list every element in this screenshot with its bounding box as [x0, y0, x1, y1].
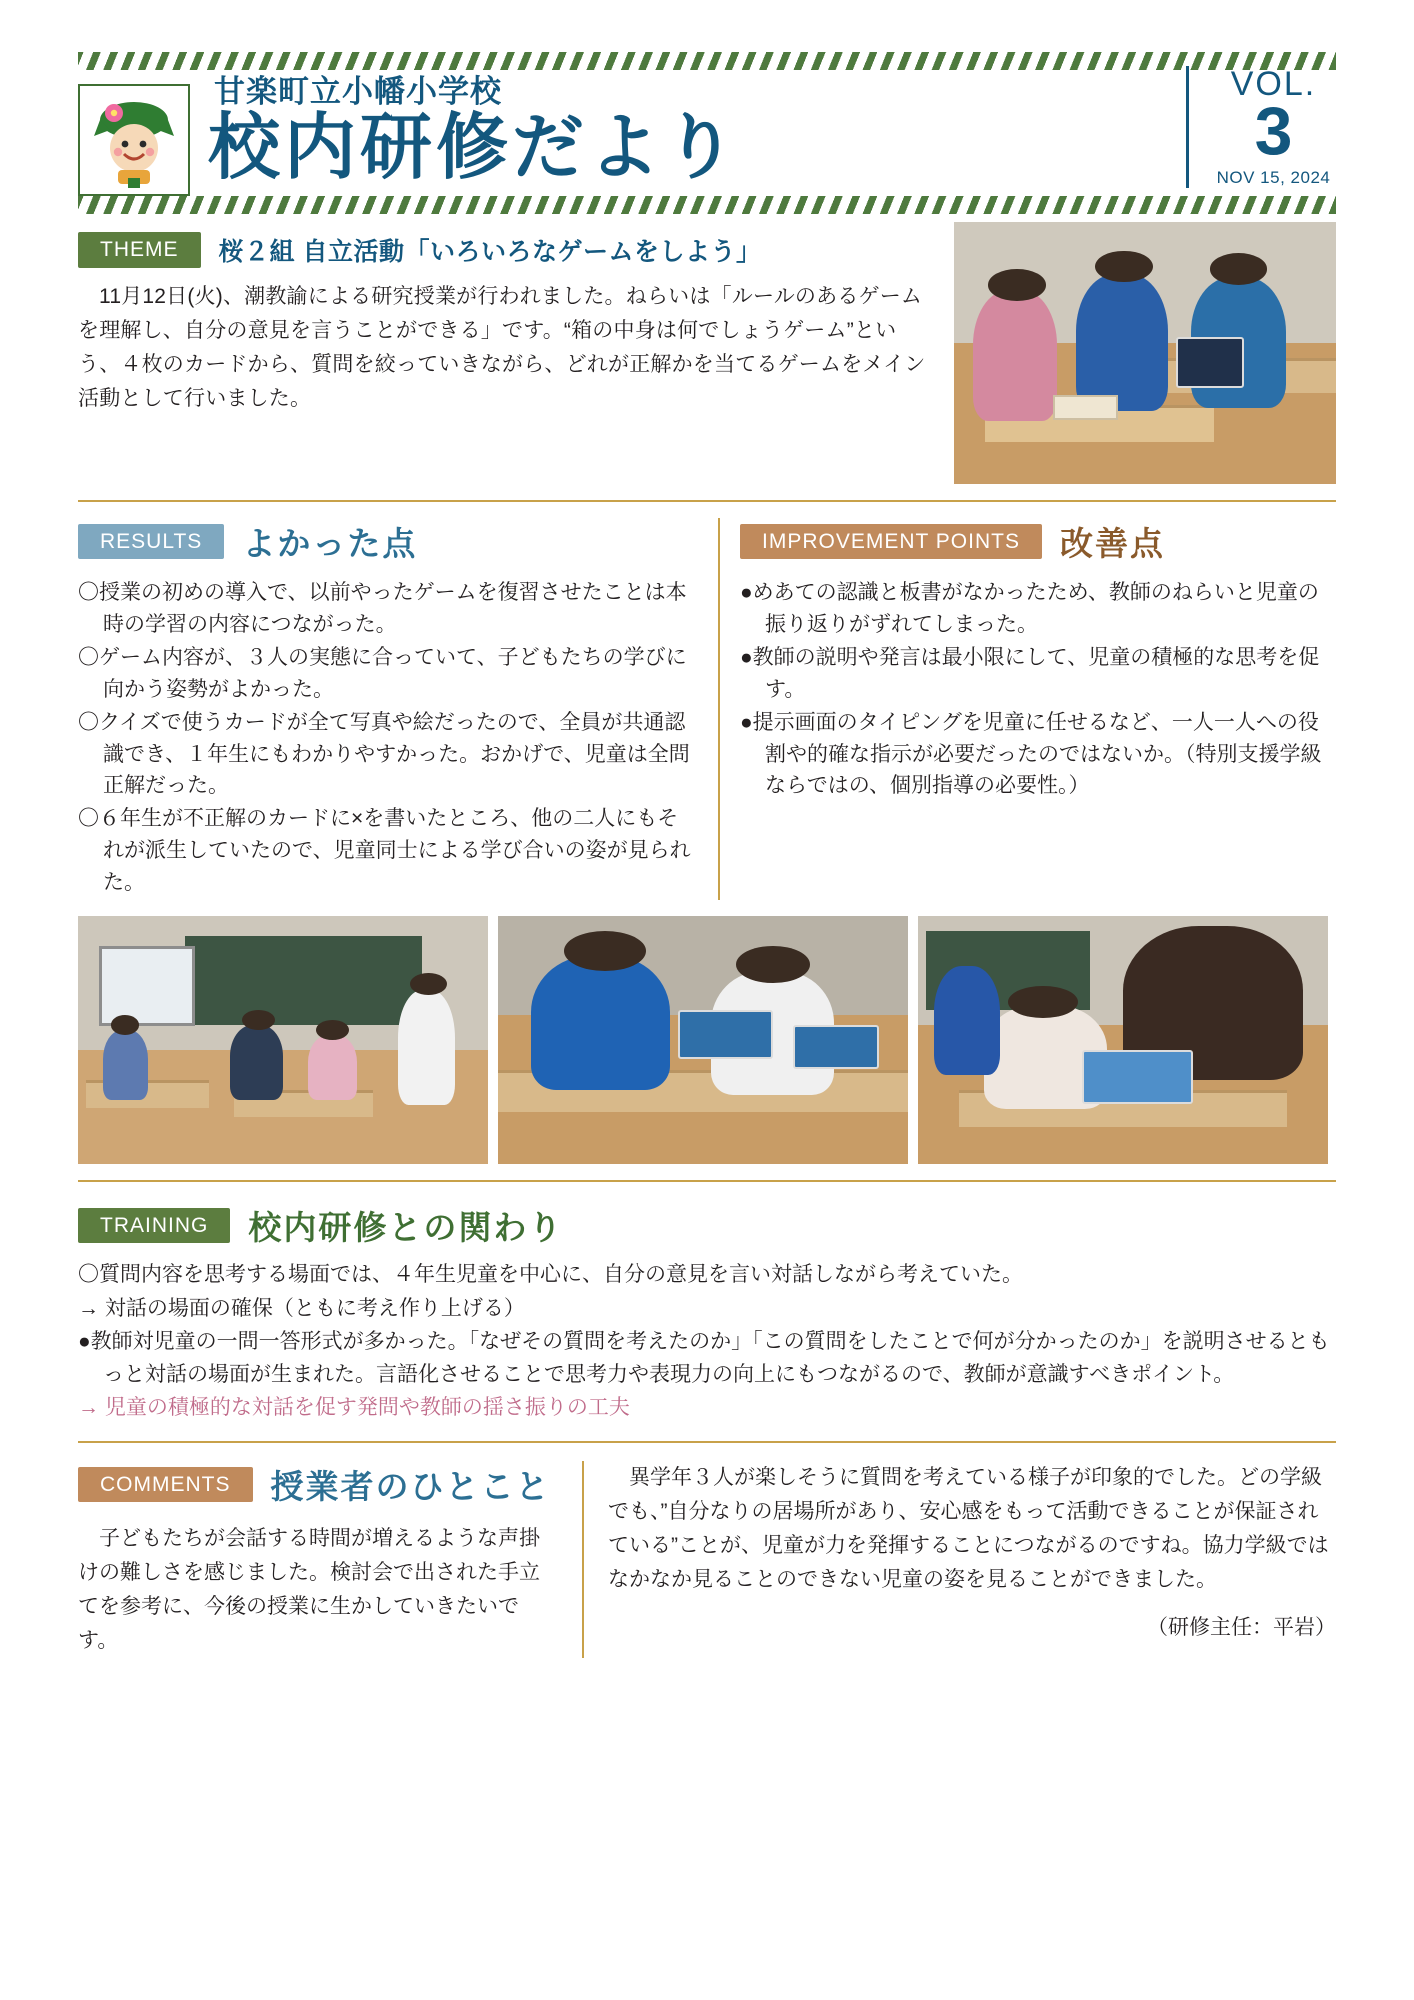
- vol-label: VOL.: [1230, 65, 1317, 104]
- list-item: 〇６年生が不正解のカードに×を書いたところ、他の二人にもそれが派生していたので、児童同士による学び合いの姿が見られた。: [78, 807, 691, 895]
- vol-number: 3: [1254, 93, 1293, 170]
- results-improvement-section: [78, 518, 1336, 900]
- comments-left-column: [78, 1461, 558, 1658]
- gallery-photo-1-art: [78, 916, 488, 1164]
- school-mascot-logo: [78, 84, 190, 196]
- comments-signature: （研修主任：平岩）: [1147, 1615, 1336, 1639]
- comments-section: [78, 1461, 1336, 1658]
- header-main: [78, 65, 1336, 196]
- list-item: ●教師の説明や発言は最小限にして、児童の積極的な思考を促す。: [740, 645, 1320, 701]
- gallery-photo-2-art: [498, 916, 908, 1164]
- title-wrap: [208, 75, 1178, 188]
- comments-chip: COMMENTS: [78, 1467, 253, 1502]
- theme-photo-art: [954, 222, 1336, 484]
- comments-heading: [78, 1461, 558, 1508]
- improvement-list: [740, 577, 1336, 802]
- gallery-photo-2: [498, 916, 908, 1164]
- comments-divider: [582, 1461, 584, 1658]
- theme-chip: THEME: [78, 232, 201, 267]
- list-item: ●教師対児童の一問一答形式が多かった。「なぜその質問を考えたのか」「この質問をしたことで何が分かったのか」を説明させるともっと対話の場面が生まれた。言語化させることで思考力や表現力の向上にもつながるので、教師が意識すべきポイント。: [78, 1330, 1330, 1386]
- divider-2: [78, 1180, 1336, 1182]
- improvement-heading: [740, 518, 1336, 565]
- comments-chief-text: 異学年３人が楽しそうに質問を考えている様子が印象的でした。どの学級でも、”自分なりの居場所があり、安心感をもって活動できることが保証されている”ことが、児童が力を発揮することにつながるのですね。協力学級ではなかなか見ることのできない児童の姿を見ることができました。: [608, 1465, 1329, 1591]
- theme-photo: [954, 222, 1336, 484]
- theme-text-column: [78, 232, 938, 484]
- results-list: [78, 577, 698, 899]
- stripe-bottom: [78, 196, 1336, 214]
- gallery-photo-3-art: [918, 916, 1328, 1164]
- results-heading: [78, 518, 698, 565]
- list-item: 〇ゲーム内容が、３人の実態に合っていて、子どもたちの学びに向かう姿勢がよかった。: [78, 645, 687, 701]
- volume-block: [1186, 66, 1336, 188]
- divider-1: [78, 500, 1336, 502]
- results-chip: RESULTS: [78, 524, 224, 559]
- divider-3: [78, 1441, 1336, 1443]
- results-title: よかった点: [242, 525, 418, 562]
- comments-teacher-text: 子どもたちが会話する時間が増えるような声掛けの難しさを感じました。検討会で出された手立てを参考に、今後の授業に生かしていきたいです。: [78, 1526, 540, 1652]
- column-divider: [718, 518, 720, 900]
- school-name: 甘楽町立小幡小学校: [214, 74, 502, 110]
- gallery-photo-3: [918, 916, 1328, 1164]
- list-item: 〇クイズで使うカードが全て写真や絵だったので、全員が共通認識でき、１年生にもわかりやすかった。おかげで、児童は全問正解だった。: [78, 710, 690, 798]
- list-item: ●めあての認識と板書がなかったため、教師のねらいと児童の振り返りがずれてしまった。: [740, 581, 1319, 636]
- training-section: [78, 1202, 1336, 1425]
- photo-gallery: [78, 916, 1336, 1164]
- improvement-chip: IMPROVEMENT POINTS: [740, 524, 1042, 559]
- issue-date: NOV 15, 2024: [1216, 168, 1331, 187]
- list-item-arrow: → 対話の場面の確保（ともに考え作り上げる）: [78, 1296, 525, 1320]
- comments-title: 授業者のひとこと: [270, 1467, 551, 1505]
- results-column: [78, 518, 698, 900]
- list-item: 〇授業の初めの導入で、以前やったゲームを復習させたことは本時の学習の内容につながった。: [78, 581, 687, 636]
- list-item-arrow-highlight: → 児童の積極的な対話を促す発問や教師の揺さ振りの工夫: [78, 1396, 630, 1420]
- improvement-column: [740, 518, 1336, 900]
- training-heading: [78, 1202, 1336, 1249]
- list-item: ●提示画面のタイピングを児童に任せるなど、一人一人への役割や的確な指示が必要だったのではないか。（特別支援学級ならではの、個別指導の必要性。）: [740, 710, 1322, 798]
- training-title: 校内研修との関わり: [248, 1209, 564, 1247]
- page-title: 校内研修だより: [208, 108, 741, 189]
- header: [78, 0, 1336, 214]
- training-list: [78, 1259, 1336, 1425]
- theme-body: 11月12日(火)、潮教諭による研究授業が行われました。ねらいは「ルールのあるゲームを理解し、自分の意見を言うことができる」です。“箱の中身は何でしょうゲーム”という、４枚のカードから、質問を絞っていきながら、どれが正解かを当てるゲームをメイン活動として行いました。: [78, 285, 926, 411]
- theme-section: [78, 232, 1336, 484]
- improvement-title: 改善点: [1059, 525, 1165, 562]
- training-chip: TRAINING: [78, 1208, 230, 1243]
- theme-title: 桜２組 自立活動「いろいろなゲームをしよう」: [218, 238, 762, 266]
- mascot-icon: [84, 90, 184, 190]
- stripe-top: [78, 52, 1336, 70]
- gallery-photo-1: [78, 916, 488, 1164]
- comments-right-column: [608, 1461, 1336, 1658]
- theme-heading: [78, 232, 938, 268]
- list-item: 〇質問内容を思考する場面では、４年生児童を中心に、自分の意見を言い対話しながら考えていた。: [78, 1263, 1023, 1287]
